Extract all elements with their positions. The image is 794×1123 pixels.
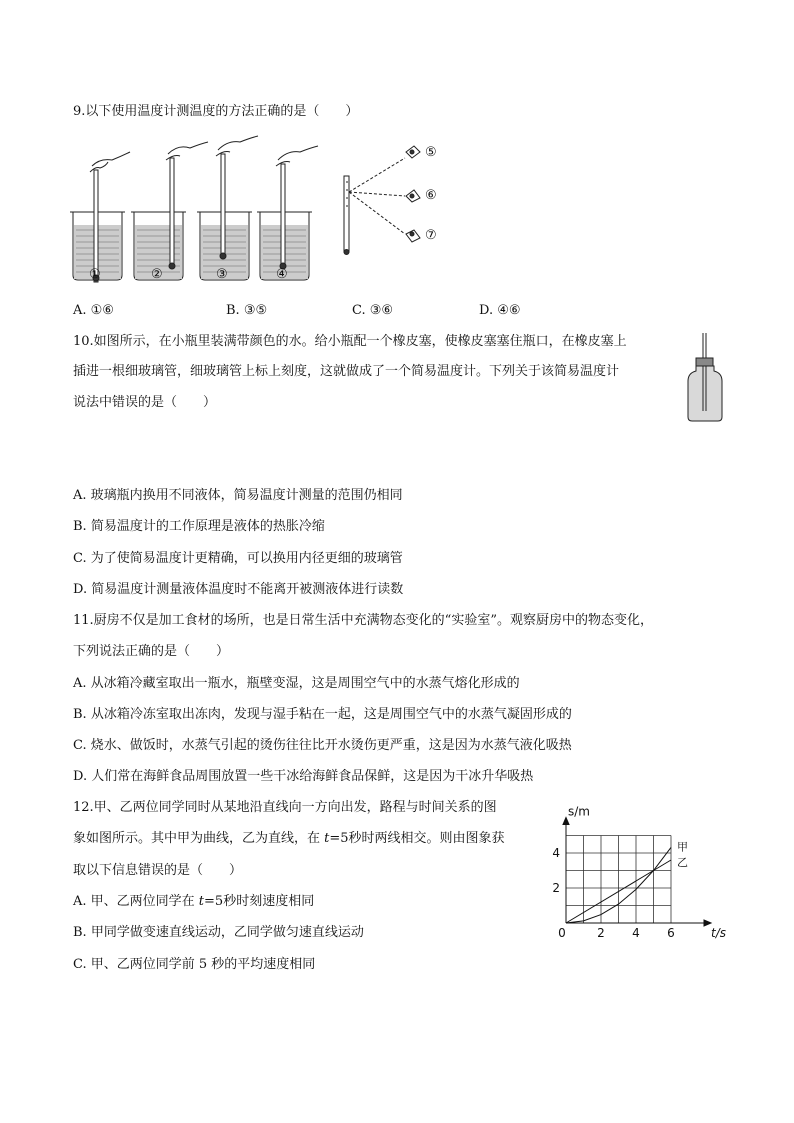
series-label: 乙 bbox=[677, 856, 688, 869]
chart-axes bbox=[563, 818, 711, 927]
q9-figure bbox=[0, 130, 794, 430]
q10-option-c[interactable]: C. 为了使简易温度计更精确，可以换用内径更细的玻璃管 bbox=[73, 551, 403, 566]
q11-option-a[interactable]: A. 从冰箱冷藏室取出一瓶水，瓶壁变湿，这是周围空气中的水蒸气熔化形成的 bbox=[73, 676, 520, 691]
q10-option-b[interactable]: B. 简易温度计的工作原理是液体的热胀冷缩 bbox=[73, 519, 325, 534]
q12-line-3: 取以下信息错误的是（ ） bbox=[73, 863, 243, 878]
q9-stem: 9.以下使用温度计测温度的方法正确的是（ ） bbox=[73, 104, 359, 119]
beaker-label-1: ① bbox=[89, 267, 101, 282]
q9-option-b[interactable]: B. ③⑤ bbox=[226, 303, 268, 318]
q10-line-1: 10.如图所示，在小瓶里装满带颜色的水。给小瓶配一个橡皮塞，使橡皮塞塞住瓶口，在橡皮塞上 bbox=[73, 334, 627, 349]
q10-option-d[interactable]: D. 简易温度计测量液体温度时不能离开被测液体进行读数 bbox=[73, 582, 404, 597]
x-axis-arrow bbox=[704, 920, 711, 926]
distance-time-chart bbox=[550, 800, 730, 950]
q12-line-2: 象如图所示。其中甲为曲线，乙为直线，在 t=5秒时两线相交。则由图象获 bbox=[73, 831, 505, 846]
q11-option-b[interactable]: B. 从冰箱冷冻室取出冻肉，发现与湿手粘在一起，这是周围空气中的水蒸气凝固形成的 bbox=[73, 707, 572, 722]
q12-option-a[interactable]: A. 甲、乙两位同学在 t=5秒时刻速度相同 bbox=[73, 894, 315, 909]
beaker-3 bbox=[197, 136, 258, 280]
y-tick-label: 2 bbox=[552, 881, 560, 895]
x-tick-label: 4 bbox=[632, 926, 640, 940]
q11-option-c[interactable]: C. 烧水、做饭时，水蒸气引起的烫伤往往比开水烫伤更严重，这是因为水蒸气液化吸热 bbox=[73, 738, 572, 753]
chart-labels bbox=[552, 805, 726, 941]
beaker-label-2: ② bbox=[151, 267, 163, 282]
q12-line-1: 12.甲、乙两位同学同时从某地沿直线向一方向出发，路程与时间关系的图 bbox=[73, 800, 497, 815]
chart-grid bbox=[566, 836, 671, 924]
q9-option-c[interactable]: C. ③⑥ bbox=[352, 303, 394, 318]
beaker-label-3: ③ bbox=[216, 267, 228, 282]
q11-line-2: 下列说法正确的是（ ） bbox=[73, 644, 230, 659]
x-tick-label: 6 bbox=[667, 926, 675, 940]
x-axis-label: t/s bbox=[711, 926, 726, 940]
q11-line-1: 11.厨房不仅是加工食材的场所，也是日常生活中充满物态变化的“实验室”。观察厨房中的物态变化， bbox=[73, 613, 653, 628]
y-tick-label: 4 bbox=[552, 846, 560, 860]
beaker-1 bbox=[70, 152, 130, 282]
y-axis-label: s/m bbox=[568, 804, 590, 819]
q12-option-c[interactable]: C. 甲、乙两位同学前 5 秒的平均速度相同 bbox=[73, 957, 316, 972]
thermometer-reading bbox=[344, 146, 420, 255]
origin-label: 0 bbox=[558, 926, 566, 940]
series-label: 甲 bbox=[677, 840, 688, 854]
eye-label-7: ⑦ bbox=[425, 228, 437, 243]
q9-option-d[interactable]: D. ④⑥ bbox=[479, 303, 521, 318]
q10-line-2: 插进一根细玻璃管，细玻璃管上标上刻度，这就做成了一个简易温度计。下列关于该简易温度计 bbox=[73, 364, 620, 379]
eye-label-6: ⑥ bbox=[425, 188, 437, 203]
q10-option-a[interactable]: A. 玻璃瓶内换用不同液体，简易温度计测量的范围仍相同 bbox=[73, 488, 403, 503]
q10-line-3: 说法中错误的是（ ） bbox=[73, 395, 217, 410]
y-axis-arrow bbox=[563, 818, 569, 825]
q11-option-d[interactable]: D. 人们常在海鲜食品周围放置一些干冰给海鲜食品保鲜，这是因为干冰升华吸热 bbox=[73, 769, 534, 784]
eye-label-5: ⑤ bbox=[425, 145, 437, 160]
beaker-4 bbox=[257, 146, 318, 280]
x-tick-label: 2 bbox=[597, 926, 605, 940]
beaker-2 bbox=[131, 142, 208, 280]
q12-option-b[interactable]: B. 甲同学做变速直线运动，乙同学做匀速直线运动 bbox=[73, 925, 364, 940]
beaker-label-4: ④ bbox=[276, 267, 288, 282]
bottle-thermometer-figure bbox=[686, 333, 726, 423]
q9-option-a[interactable]: A. ①⑥ bbox=[73, 303, 114, 318]
